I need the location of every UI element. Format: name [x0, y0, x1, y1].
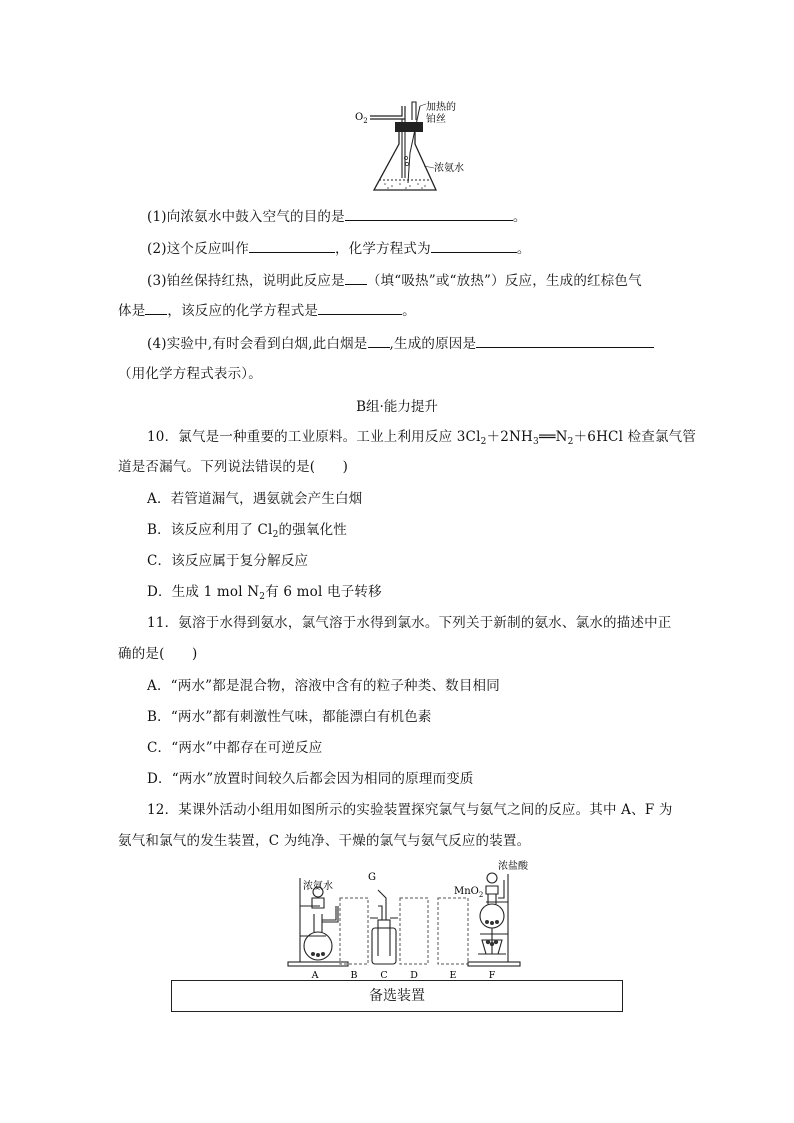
fig2-hcl-label: 浓盐酸: [498, 861, 528, 872]
letter-c: C: [380, 970, 388, 980]
letter-d: D: [410, 970, 418, 980]
q9-part4: (4)实验中,有时会看到白烟,此白烟是 ,生成的原因是: [147, 333, 654, 354]
q10-option-a: A．若管道漏气，遇氨就会产生白烟: [147, 491, 363, 507]
q11-option-a: A．“两水”都是混合物，溶液中含有的粒子种类、数目相同: [147, 678, 500, 694]
q9-part2: (2)这个反应叫作 ，化学方程式为 。: [147, 238, 531, 259]
q9-part3: (3)铂丝保持红热，说明此反应是 （填“吸热”或“放热”）反应，生成的红棕色气: [147, 270, 642, 291]
q11-option-d: D．“两水”放置时间较久后都会因为相同的原理而变质: [147, 771, 474, 787]
q10-option-d: D．生成 1 mol $N_2$有 6 mol 电子转移: [147, 584, 382, 602]
ammonia-label: 浓氨水: [434, 163, 464, 174]
fig2-mno2-label: MnO$_2$: [454, 886, 484, 899]
q10-option-b: B．该反应利用了 $Cl_2$的强氧化性: [147, 522, 347, 540]
q11-stem-cont: 确的是( ): [118, 646, 198, 662]
fig2-ammonia-label: 浓氨水: [303, 881, 333, 892]
fig2-g-label: G: [368, 872, 376, 883]
q9-part4-cont: （用化学方程式表示）。: [118, 366, 262, 382]
q11-option-b: B．“两水”都有刺激性气味，都能漂白有机色素: [147, 709, 432, 725]
apparatus-c: [370, 890, 398, 964]
letter-b: B: [350, 970, 358, 980]
apparatus-e-slot: [438, 898, 468, 964]
o2-label: $O_2$: [355, 112, 368, 125]
q12-stem-cont: 氨气和氯气的发生装置，C 为纯净、干燥的氯气与氨气反应的装置。: [118, 833, 531, 849]
q11-stem: 11．氨溶于水得到氨水，氯气溶于水得到氯水。下列关于新制的氨水、氯水的描述中正: [147, 615, 672, 631]
wire-label-1: 加热的: [426, 102, 456, 113]
wire-label-2: 铂丝: [426, 114, 446, 125]
experiment-setup-figure: [282, 858, 528, 980]
apparatus-b-slot: [340, 898, 368, 964]
q12-stem: 12．某课外活动小组用如图所示的实验装置探究氯气与氨气之间的反应。其中 A、F 为: [147, 802, 673, 818]
section-title: B组·能力提升: [356, 399, 438, 415]
apparatus-d-slot: [400, 898, 428, 964]
letter-a: A: [311, 970, 319, 980]
letter-f: F: [488, 970, 496, 980]
q10-option-c: C．该反应属于复分解反应: [147, 553, 309, 569]
q10-stem-cont: 道是否漏气。下列说法错误的是( ): [118, 459, 349, 475]
q9-part1: (1)向浓氨水中鼓入空气的目的是 。: [147, 206, 527, 227]
letter-e: E: [449, 970, 457, 980]
q9-part3-cont: 体是 ，该反应的化学方程式是 。: [118, 300, 416, 321]
apparatus-a-solid: [311, 952, 325, 957]
q11-option-c: C．“两水”中都存在可逆反应: [147, 740, 323, 756]
flask-apparatus-figure: [350, 98, 480, 200]
q10-stem: 10．氯气是一种重要的工业原料。工业上利用反应 $3Cl_2+2NH_3══N_2+6HCl$ 检查氯气管: [147, 429, 697, 447]
alternative-apparatus-box: 备选装置: [171, 980, 623, 1012]
fig2-letters: [311, 970, 496, 980]
